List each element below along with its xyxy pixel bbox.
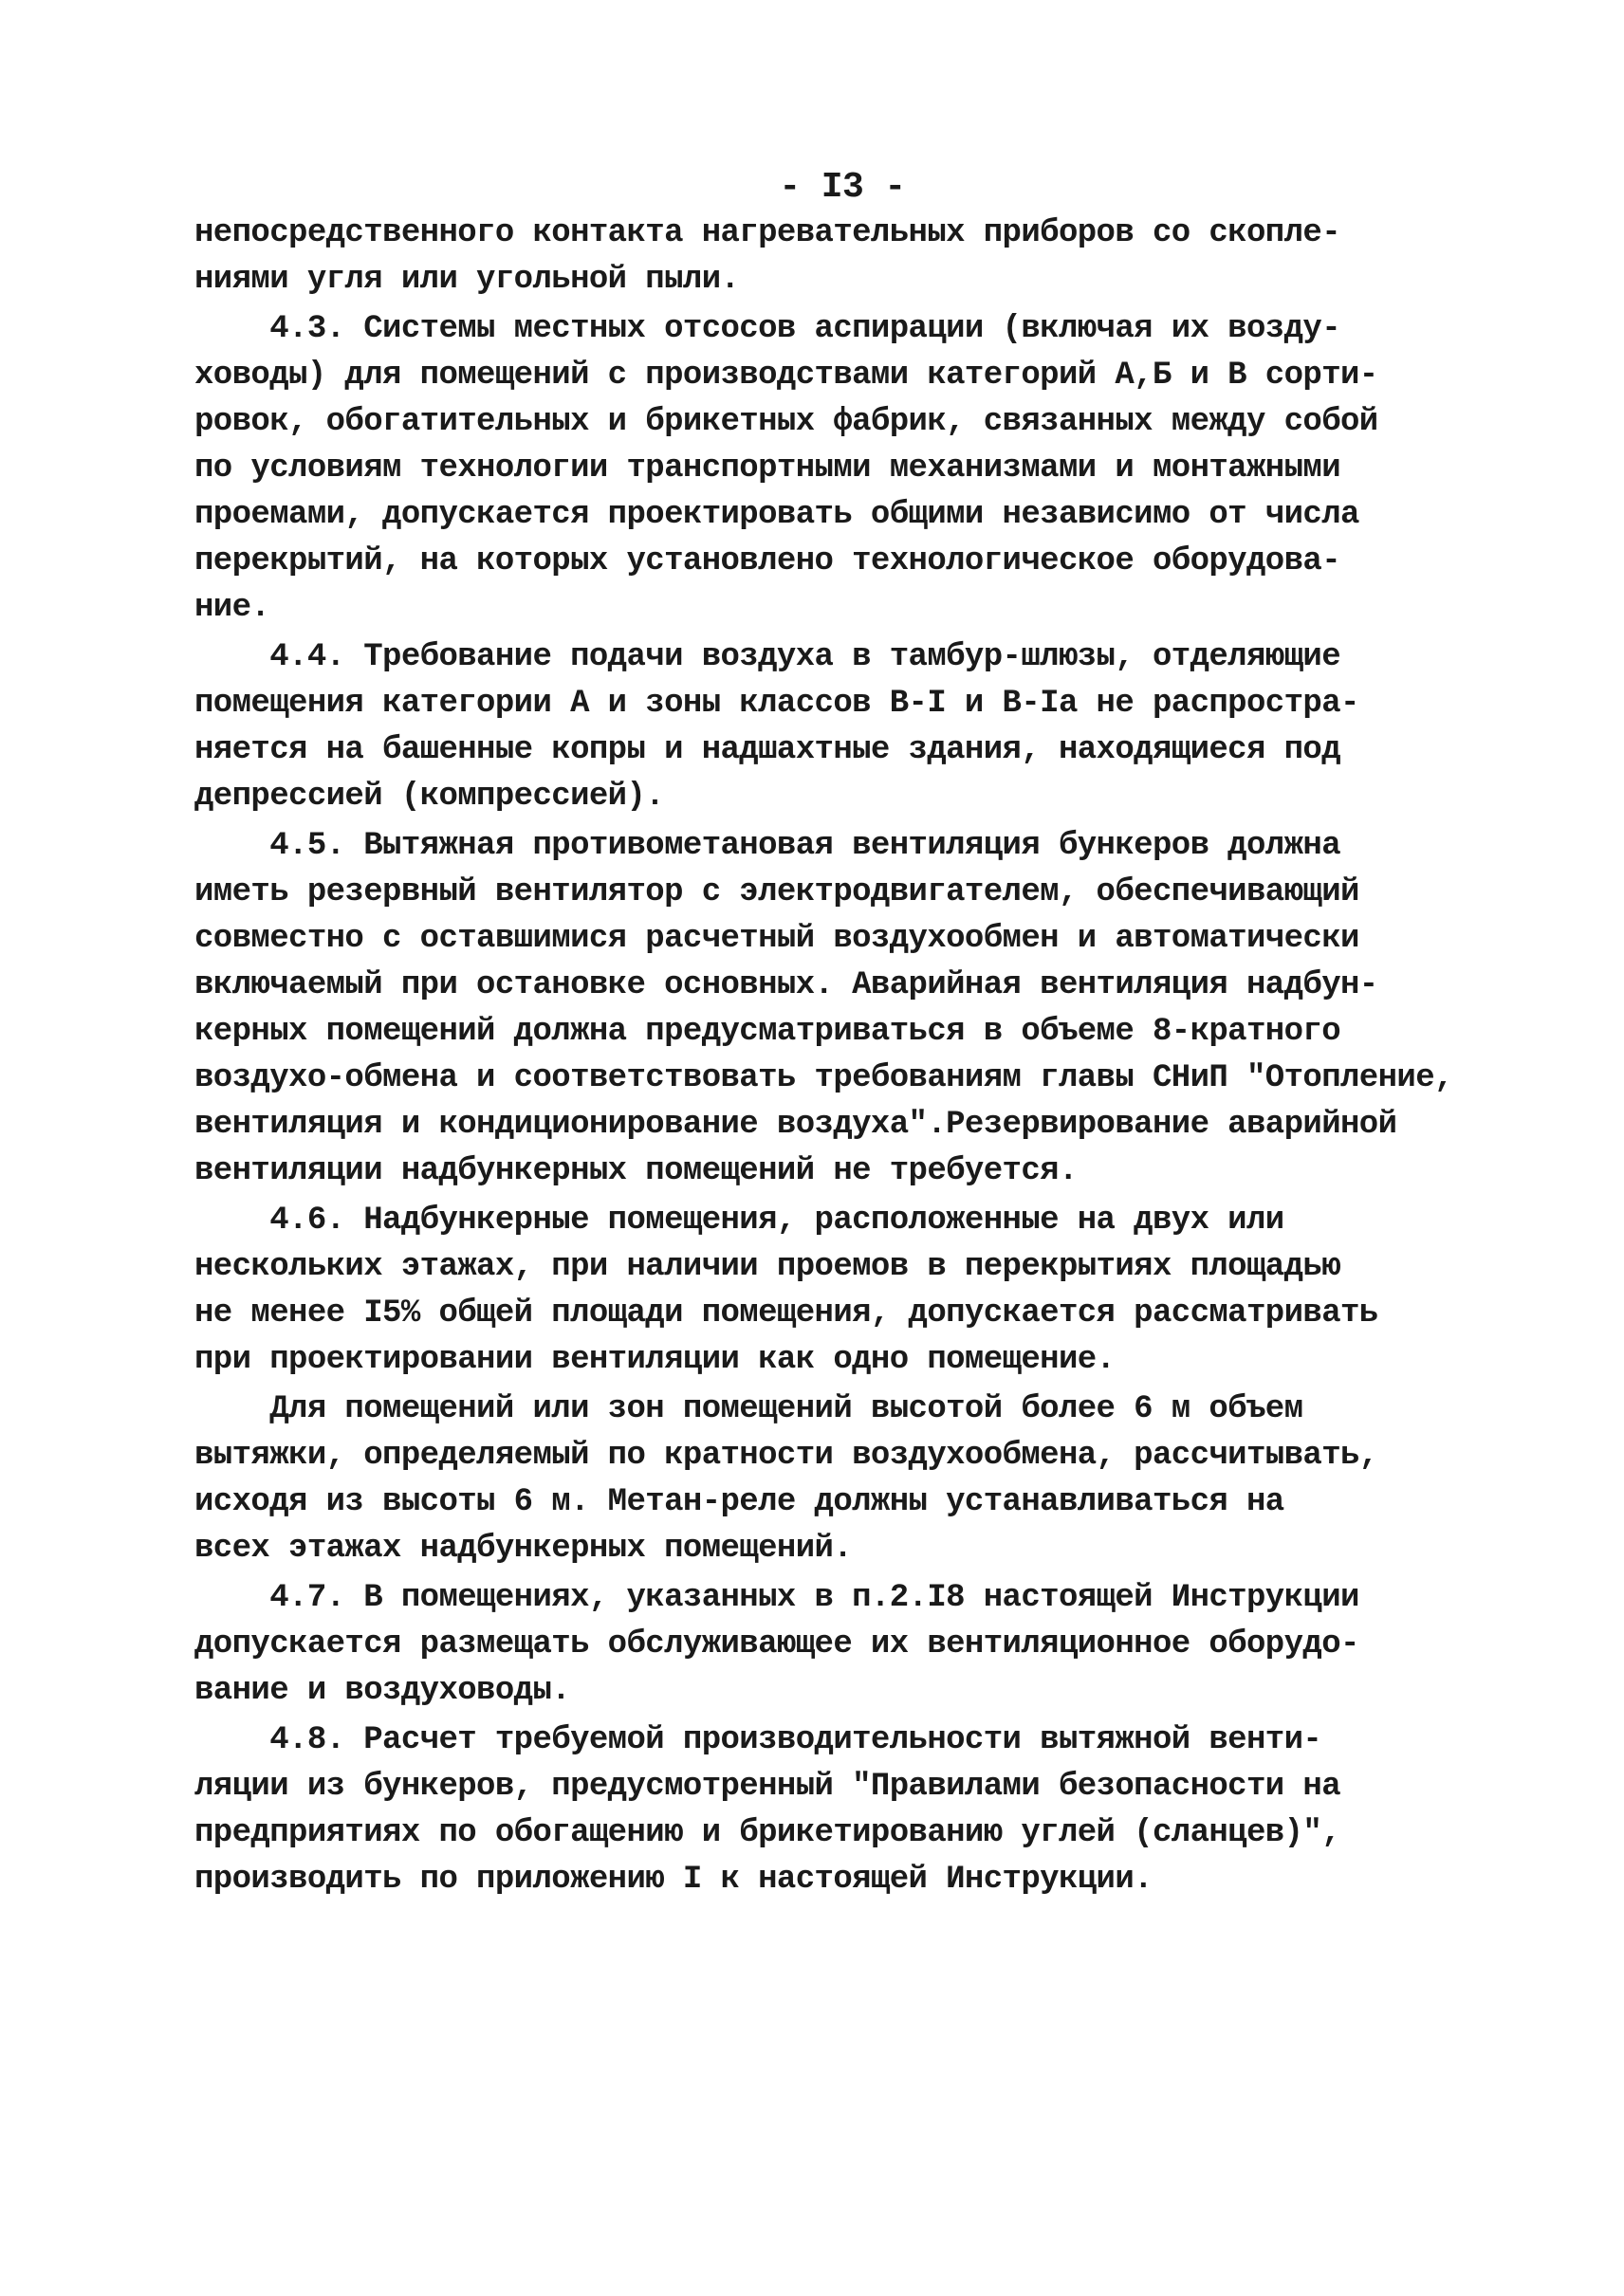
text-line: непосредственного контакта нагревательных приборов со скопле- <box>194 215 1341 251</box>
text-line: ховоды) для помещений с производствами категорий А,Б и В сорти- <box>194 358 1378 394</box>
text-line: вентиляция и кондиционирование воздуха".Резервирование аварийной <box>194 1107 1397 1143</box>
text-line: 4.5. Вытяжная противометановая вентиляция бункеров должна <box>194 828 1341 864</box>
paragraph <box>194 1198 1485 1384</box>
text-line: перекрытий, на которых установлено технологическое оборудова- <box>194 543 1341 579</box>
text-line: ровок, обогатительных и брикетных фабрик, связанных между собой <box>194 404 1378 440</box>
text-line: депрессией (компрессией). <box>194 779 665 815</box>
text-line: предприятиях по обогащению и брикетированию углей (сланцев)", <box>194 1815 1341 1851</box>
text-line: включаемый при остановке основных. Аварийная вентиляция надбун- <box>194 967 1378 1003</box>
text-line: ние. <box>194 590 270 626</box>
text-line: Для помещений или зон помещений высотой более 6 м объем <box>194 1391 1303 1427</box>
text-line: допускается размещать обслуживающее их вентиляционное оборудо- <box>194 1626 1359 1662</box>
text-line: 4.7. В помещениях, указанных в п.2.I8 настоящей Инструкции <box>194 1580 1359 1616</box>
text-line: производить по приложению I к настоящей Инструкции. <box>194 1862 1153 1898</box>
text-line: проемами, допускается проектировать общими независимо от числа <box>194 497 1359 533</box>
text-line: вытяжки, определяемый по кратности воздухообмена, рассчитывать, <box>194 1438 1378 1474</box>
paragraph <box>194 211 1485 303</box>
text-line: 4.6. Надбункерные помещения, расположенные на двух или <box>194 1203 1284 1239</box>
text-line: помещения категории А и зоны классов В-I и В-Iа не распростра- <box>194 686 1359 722</box>
paragraph <box>194 306 1485 632</box>
text-line: 4.3. Системы местных отсосов аспирации (включая их возду- <box>194 311 1341 347</box>
text-line: не менее I5% общей площади помещения, допускается рассматривать <box>194 1295 1378 1332</box>
text-line: няется на башенные копры и надшахтные здания, находящиеся под <box>194 732 1341 768</box>
paragraph <box>194 1717 1485 1903</box>
paragraph <box>194 823 1485 1195</box>
text-line: вентиляции надбункерных помещений не требуется. <box>194 1153 1078 1189</box>
text-line: совместно с оставшимися расчетный воздухообмен и автоматически <box>194 921 1359 957</box>
text-line: иметь резервный вентилятор с электродвигателем, обеспечивающий <box>194 874 1359 910</box>
paragraph <box>194 1575 1485 1715</box>
text-line: при проектировании вентиляции как одно помещение. <box>194 1342 1116 1378</box>
text-line: керных помещений должна предусматриваться в объеме 8-кратного <box>194 1014 1341 1050</box>
text-line: исходя из высоты 6 м. Метан-реле должны устанавливаться на <box>194 1484 1284 1520</box>
text-line: 4.4. Требование подачи воздуха в тамбур-шлюзы, отделяющие <box>194 639 1341 675</box>
page-number: - I3 - <box>779 167 906 208</box>
text-line: вание и воздуховоды. <box>194 1673 571 1709</box>
text-line: 4.8. Расчет требуемой производительности вытяжной венти- <box>194 1722 1322 1758</box>
text-line: воздухо-обмена и соответствовать требованиям главы СНиП "Отопление, <box>194 1060 1453 1096</box>
text-line: всех этажах надбункерных помещений. <box>194 1531 853 1567</box>
paragraph <box>194 634 1485 820</box>
text-line: ниями угля или угольной пыли. <box>194 262 740 298</box>
text-line: по условиям технологии транспортными механизмами и монтажными <box>194 450 1341 487</box>
paragraph <box>194 1387 1485 1572</box>
text-line: нескольких этажах, при наличии проемов в перекрытиях площадью <box>194 1249 1341 1285</box>
document-body <box>194 211 1485 1906</box>
text-line: ляции из бункеров, предусмотренный "Правилами безопасности на <box>194 1769 1341 1805</box>
